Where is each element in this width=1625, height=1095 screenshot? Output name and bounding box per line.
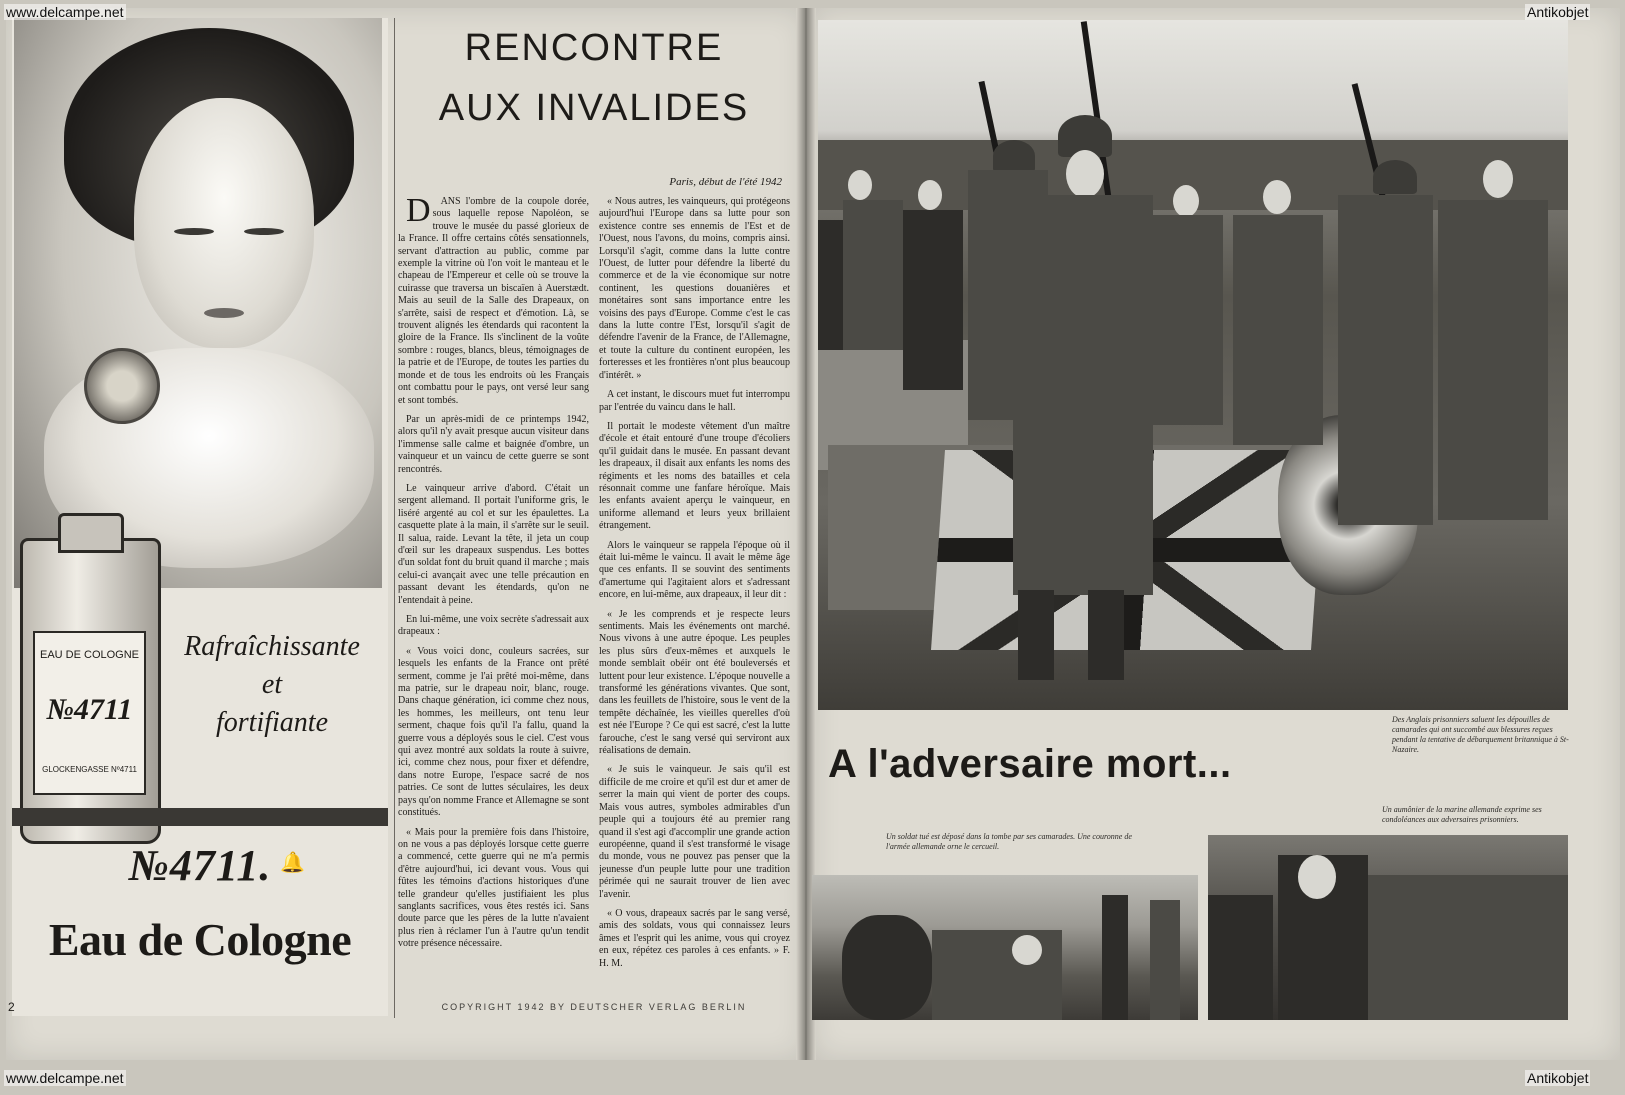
right-photo-caption: Un aumônier de la marine allemande exprime ses condoléances aux adversaires prisonniers.	[1382, 805, 1542, 824]
ad-slogan-line3: fortifiante	[216, 707, 328, 738]
watermark: Antikobjet	[1527, 1070, 1589, 1086]
burial-photo	[812, 875, 1198, 1020]
cologne-advert	[12, 18, 388, 1016]
bottle-label	[33, 631, 146, 795]
main-photo-caption: Des Anglais prisonniers saluent les dépouilles de camarades qui ont succombé aux blessures reçues pendant la tentative de débarquement britannique à St-Nazaire.	[1392, 715, 1569, 754]
prisoner-figure	[1233, 215, 1323, 445]
article	[398, 18, 790, 1018]
page-headline: A l'adversaire mort...	[828, 742, 1232, 786]
prisoner-head	[1173, 185, 1199, 217]
bottle-label-number: №4711	[46, 693, 133, 726]
chaplain-photo	[1208, 835, 1568, 1020]
article-column-1	[398, 196, 589, 996]
guard-figure	[1150, 900, 1180, 1020]
cologne-bottle-illustration	[20, 538, 161, 844]
portrait-eye-right	[244, 228, 284, 235]
ad-slogan-line1: Rafraîchissante	[184, 631, 360, 662]
article-paragraph: Le vainqueur arrive d'abord. C'était un sergent allemand. Il portait l'uniforme gris, le liséré argenté au col et sur les épaulettes. La casquette plate à la main, il s'arrête sur le seuil. Il salua, raide. Levant la tête, il jeta un coup d'œil sur les drapeaux suspendus. Les bottes d'un soldat font du bruit quand il marche ; mais celui-ci avançait avec une telle précaution en passant devant les étendards, qu'on ne l'entendait à peine.	[398, 482, 589, 606]
guard-head	[1066, 150, 1104, 198]
soldier-helmet	[1373, 160, 1417, 194]
article-paragraph: « Je suis le vainqueur. Je sais qu'il est difficile de me croire et qu'il est dur et amer de serrer la main qui vient de porter des coups. Mais vous autres, symboles admirables d'un peuple qui a toujours été au premier rang quand il s'est agi d'accomplir une grande action européenne, quand il s'est transformé le visage du monde, vous ne pouvez pas penser que la jeunesse d'un peuple lutte pour une tradition périmée qui ne saurait trouver de lien avec l'avenir.	[599, 764, 790, 900]
guard-boot	[1088, 590, 1124, 680]
woman-portrait-illustration	[14, 18, 382, 588]
funeral-main-photo	[818, 20, 1568, 710]
article-paragraph: « O vous, drapeaux sacrés par le sang versé, amis des soldats, vous qui connaissez leurs âmes et l'esprit qui les anime, vous qui croyez en eux, répétez ces paroles à ces enfants. » F. H. M.	[599, 907, 790, 969]
ad-slogan-line2: et	[261, 669, 283, 700]
article-paragraph: D ANS l'ombre de la coupole dorée, sous laquelle repose Napoléon, se trouve le musée du passé glorieux de la France. Il offre certains côtés sensationnels, servant d'attraction au public, comme par exemple la vitrine où l'on voit le manteau et le chapeau de l'Empereur et celle où se trouve la cuirasse que traversa un biscaïen à Auerstædt. Mais au seuil de la Salle des Drapeaux, on s'arrête, saisi de respect et d'émotion. Là, se trouvent alignés les étendards qui racontent la gloire de la France. Ils s'inclinent de la voûte sombre : rouges, blancs, bleus, témoignages de la patrie et de l'Europe, de toutes les parties du monde et de tous les endroits où les Français ont combattu pour le pays, ont versé leur sang et sont tombés.	[398, 196, 589, 406]
soldier-head	[1012, 935, 1042, 965]
watermark: Antikobjet	[1527, 4, 1589, 20]
article-title-line1: RENCONTRE	[464, 27, 724, 69]
chaplain-head	[1298, 855, 1336, 899]
prisoner-figure	[903, 210, 963, 390]
article-paragraph: « Mais pour la première fois dans l'histoire, on ne vous a pas déployés lorsque cette guerre a commencé, cette guerre qui ne m'a permis d'être aujourd'hui, ici devant vous. Vous qui fûtes les témoins d'actions historiques d'une telle grandeur qu'elles justifiaient les plus sanglants sacrifices, vous êtes restés ici. Sans doute parce que les pères de la lutte n'avaient plus rien à réclamer l'un à l'autre qu'un tendit votre présence nécessaire.	[398, 826, 589, 950]
prisoner-head	[1263, 180, 1291, 214]
prisoner-head	[918, 180, 942, 210]
article-paragraph: A cet instant, le discours muet fut interrompu par l'entrée du vaincu dans le hall.	[599, 389, 790, 413]
article-paragraph: « Vous voici donc, couleurs sacrées, sur lesquels les enfants de la France ont prêté serment, comme je l'ai prêté moi-même, dans ma patrie, sur le drapeau noir, blanc, rouge. Dans chaque génération, ici comme chez nous, les hommes, les meilleurs, ont tenu leur serment, chaque fois qu'il l'a fallu, quand la guerre vous a déployés sous le ciel. C'est vous qui avez montré aux soldats la route à suivre, ici, comme chez nous, pour fixer et défendre, dans notre Europe, l'espace sacré de nos patries. Ce sont de luttes séculaires, les deux pays qu'on nomme France et Allemagne se sont constitués.	[398, 645, 589, 819]
portrait-mouth	[204, 308, 244, 318]
bottle-label-bottom: GLOCKENGASSE Nº4711	[42, 765, 137, 774]
article-paragraph: Il portait le modeste vêtement d'un maître d'école et était entouré d'une troupe d'écoliers qu'il guidait dans le musée. En passant devant les drapeaux, il disait aux enfants les noms des régiments et les noms des batailles et cela résonnait comme une fanfare héroïque. Mais les enfants avaient aperçu le vainqueur, en uniforme allemand et leurs yeux brillaient étrangement.	[599, 420, 790, 532]
article-title	[398, 18, 790, 138]
article-columns	[398, 196, 790, 996]
article-title-line2: AUX INVALIDES	[438, 87, 750, 129]
article-paragraph: Par un après-midi de ce printemps 1942, alors qu'il n'y avait presque aucun visiteur dans l'immense salle calme et baignée d'ombre, un vainqueur et un vaincu de cette guerre se sont rencontrés.	[398, 413, 589, 475]
article-paragraph: « Je les comprends et je respecte leurs sentiments. Mais les événements ont marché. Nous vivons à une autre époque. Les peuples les plus sûrs d'eux-mêmes et auxquels le monde semblait obéir ont été bouleversés et luttent pour leur existence. L'époque nouvelle a transformé les générations vivantes. Que sont, dans les feuillets de l'histoire, sous le vent de la tempête déchaînée, les vieilles querelles d'où est née l'Europe ? Ce qui est sacré, c'est la lutte farouche, c'est le sang versé qui serviront aux réalisations de demain.	[599, 608, 790, 757]
portrait-eye-left	[174, 228, 214, 235]
ad-slogan	[162, 628, 382, 742]
bottle-label-top: EAU DE COLOGNE	[39, 649, 140, 661]
guard-figure	[1338, 195, 1433, 525]
ad-product-number: №4711.	[128, 841, 272, 890]
bottle-cap-illustration	[84, 348, 160, 424]
german-guard-figure	[1013, 195, 1153, 595]
drop-cap: D	[406, 196, 431, 229]
soldier-helmet	[993, 140, 1035, 172]
prisoner-figure	[843, 200, 903, 350]
copyright-line: COPYRIGHT 1942 BY DEUTSCHER VERLAG BERLIN	[441, 1002, 747, 1012]
article-paragraph: En lui-même, une voix secrète s'adressait aux drapeaux :	[398, 614, 589, 638]
page-number: 2	[8, 1000, 15, 1014]
prisoner-figure	[1438, 200, 1548, 520]
article-dateline: Paris, début de l'été 1942	[669, 176, 782, 188]
watermark: www.delcampe.net	[6, 1070, 124, 1086]
ad-divider-band	[12, 808, 388, 826]
prisoner-figure	[1153, 215, 1223, 425]
article-paragraph: « Nous autres, les vainqueurs, qui protégeons aujourd'hui l'Europe dans sa lutte pour son existence contre ses ennemis de l'Est et de l'Ouest, nous l'avons, du moins, compris ainsi. Lorsqu'il s'agit, comme dans la lutte contre l'Ouest, de lutter pour défendre la liberté du commerce et de la vie économique sur notre continent, les questions douanières et monétaires sont sans importance entre les voisins des pays d'Europe. Comme c'est le cas dans la lutte contre l'Est, lorsqu'il s'agit de défendre l'avenir de la France, de l'Allemagne, et toute la culture du continent européen, les forteresses et les frontières n'ont plus beaucoup d'intérêt. »	[599, 196, 790, 381]
article-column-2	[599, 196, 790, 996]
watermark: www.delcampe.net	[6, 4, 124, 20]
column-rule	[394, 18, 395, 1018]
wreath-figure	[842, 915, 932, 1020]
prisoner-head	[848, 170, 872, 200]
ad-brand-name: Eau de Cologne	[48, 914, 352, 965]
guard-boot	[1018, 590, 1054, 680]
prisoner-head	[1483, 160, 1513, 198]
naval-officer-figure	[1208, 895, 1273, 1020]
left-photo-caption: Un soldat tué est déposé dans la tombe par ses camarades. Une couronne de l'armée allemande orne le cercueil.	[886, 832, 1132, 851]
standing-officer-figure	[1102, 895, 1128, 1020]
bottle-neck	[58, 513, 124, 553]
bell-icon: 🔔	[280, 852, 305, 874]
article-paragraph: Alors le vainqueur se rappela l'époque où il était lui-même le vaincu. Il avait le même âge que ces enfants. Il se souvint des sentiments d'amertume qui l'agitaient alors et s'adressant encore, en lui-même, aux drapeaux, il leur dit :	[599, 539, 790, 601]
prisoners-group-figure	[1368, 875, 1568, 1020]
bending-soldier-figure	[932, 930, 1062, 1020]
